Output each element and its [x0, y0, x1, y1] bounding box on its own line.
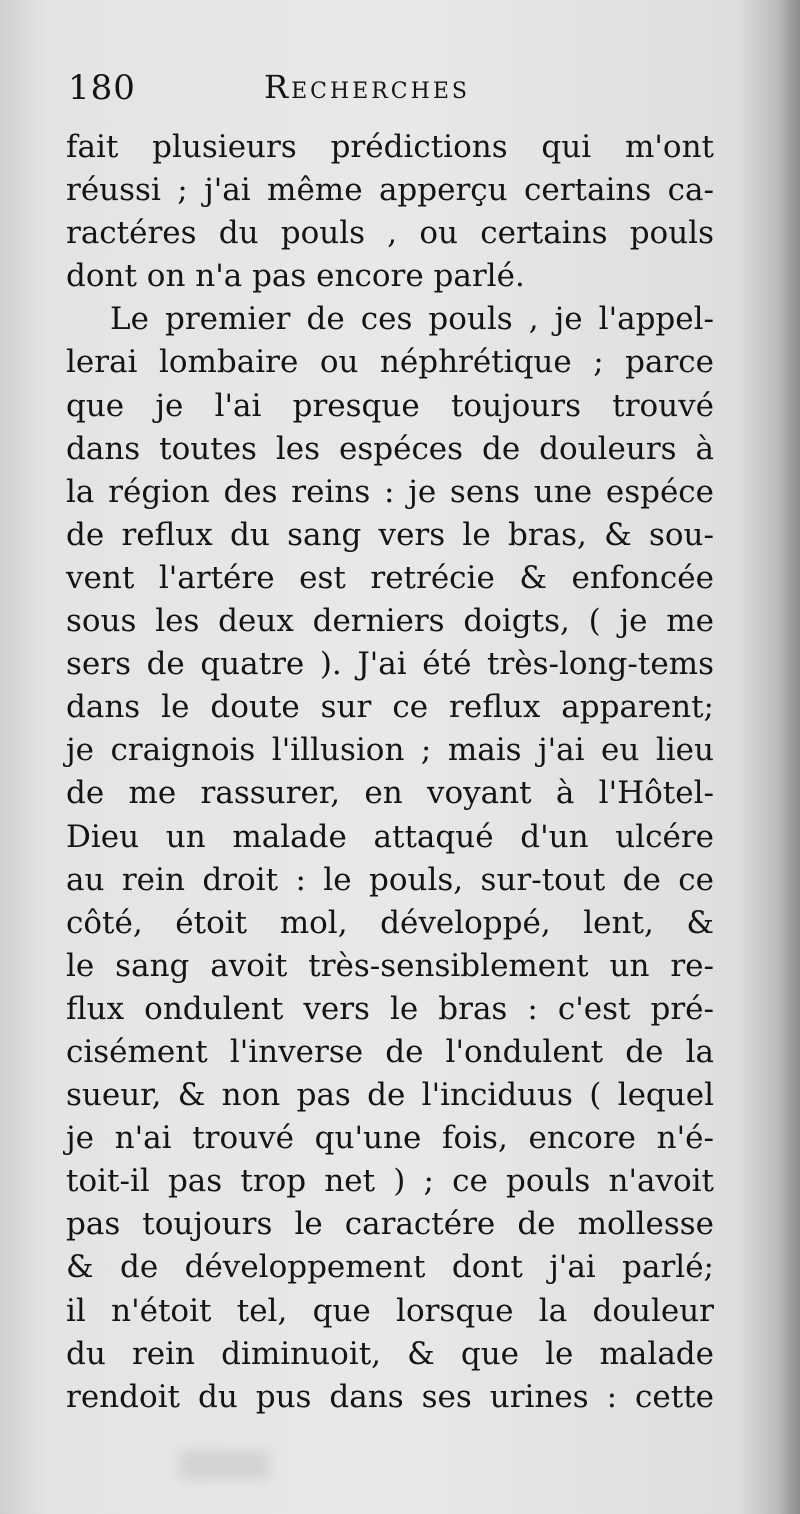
text-line: ractéres du pouls , ou certains pouls — [66, 215, 714, 252]
text-line: dont on n'a pas encore parlé. — [66, 258, 525, 295]
text-line: côté, étoit mol, développé, lent, & — [66, 904, 714, 941]
text-line: il n'étoit tel, que lorsque la douleur — [66, 1292, 714, 1329]
text-line: au rein droit : le pouls, sur-tout de ce — [66, 861, 714, 898]
text-line: dans le doute sur ce reflux apparent; — [66, 689, 714, 726]
body-text — [66, 126, 714, 1419]
text-line: flux ondulent vers le bras : c'est pré- — [66, 990, 714, 1027]
text-line: cisément l'inverse de l'ondulent de la — [66, 1033, 714, 1070]
page-edge-shadow — [778, 0, 800, 1514]
text-line: vent l'artére est retrécie & enfoncée — [66, 559, 714, 596]
text-line: je craignois l'illusion ; mais j'ai eu lieu — [66, 732, 714, 769]
text-line: fait plusieurs prédictions qui m'ont — [66, 129, 714, 165]
text-line: toit-il pas trop net ) ; ce pouls n'avoit — [66, 1163, 714, 1200]
text-line: de reflux du sang vers le bras, & sou- — [66, 516, 714, 553]
text-line: dans toutes les espéces de douleurs à — [66, 430, 714, 467]
text-line: pas toujours le caractére de mollesse — [66, 1206, 714, 1243]
page-header — [68, 64, 718, 114]
text-line: je n'ai trouvé qu'une fois, encore n'é- — [66, 1120, 714, 1157]
text-line: le sang avoit très-sensiblement un re- — [66, 947, 714, 984]
running-title: Recherches — [264, 68, 470, 106]
text-line: lerai lombaire ou néphrétique ; parce — [66, 344, 714, 381]
text-line: Dieu un malade attaqué d'un ulcére — [66, 818, 714, 855]
bleed-through-smudge — [180, 1450, 270, 1480]
text-line: rendoit du pus dans ses urines : cette — [66, 1378, 714, 1415]
page-number: 180 — [68, 68, 136, 108]
paragraph-first-line: Le premier de ces pouls , je l'appel- — [110, 301, 714, 338]
text-line: & de développement dont j'ai parlé; — [66, 1249, 714, 1286]
text-line: du rein diminuoit, & que le malade — [66, 1335, 714, 1372]
text-line: réussi ; j'ai même apperçu certains ca- — [66, 172, 714, 209]
text-line: la région des reins : je sens une espéce — [66, 473, 714, 510]
text-line: sueur, & non pas de l'inciduus ( lequel — [66, 1077, 714, 1114]
text-line: sers de quatre ). J'ai été très-long-tems — [66, 646, 714, 683]
text-line: de me rassurer, en voyant à l'Hôtel- — [66, 775, 714, 812]
text-line: que je l'ai presque toujours trouvé — [66, 387, 714, 424]
text-line: sous les deux derniers doigts, ( je me — [66, 603, 714, 640]
